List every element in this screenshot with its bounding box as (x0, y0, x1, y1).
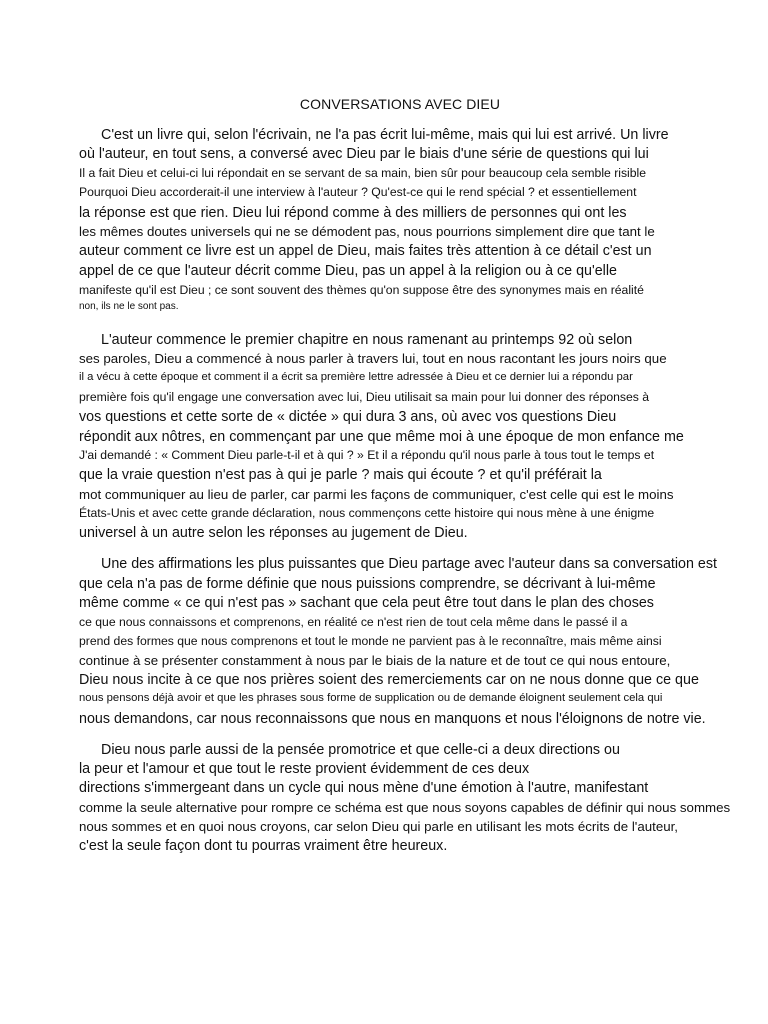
paragraph-2-line-5: vos questions et cette sorte de « dictée » qui dura 3 ans, où avec vos questions Dieu (79, 409, 617, 425)
paragraph-4-line-3: directions s'immergeant dans un cycle qui nous mène d'une émotion à l'autre, manifestant (79, 780, 649, 796)
paragraph-1-line-7: auteur comment ce livre est un appel de Dieu, mais faites très attention à ce détail c'est un (79, 243, 652, 259)
paragraph-2-line-1: L'auteur commence le premier chapitre en nous ramenant au printemps 92 où selon (101, 332, 633, 348)
paragraph-1-line-6: les mêmes doutes universels qui ne se démodent pas, nous pourrions simplement dire que tant le (79, 224, 655, 239)
paragraph-3-line-4: ce que nous connaissons et comprenons, en réalité ce n'est rien de tout cela même dans le passé il a (79, 615, 628, 629)
paragraph-1-line-8: appel de ce que l'auteur décrit comme Dieu, pas un appel à la religion ou à ce qu'elle (79, 263, 617, 279)
paragraph-3-line-6: continue à se présenter constamment à nous par le biais de la nature et de tout ce qui nous entoure, (79, 653, 671, 668)
paragraph-2-line-10: États-Unis et avec cette grande déclaration, nous commençons cette histoire qui nous mène à une énigme (79, 506, 655, 520)
paragraph-4-line-4: comme la seule alternative pour rompre ce schéma est que nous soyons capables de définir qui nous sommes (79, 800, 731, 815)
paragraph-3-line-9: nous demandons, car nous reconnaissons que nous en manquons et nous l'éloignons de notre vie. (79, 711, 706, 727)
paragraph-3-line-1: Une des affirmations les plus puissantes que Dieu partage avec l'auteur dans sa conversation est (101, 556, 718, 572)
paragraph-3-line-7: Dieu nous incite à ce que nos prières soient des remerciements car on ne nous donne que ce que (79, 672, 699, 688)
paragraph-4-line-6: c'est la seule façon dont tu pourras vraiment être heureux. (79, 838, 448, 854)
paragraph-1-line-4: Pourquoi Dieu accorderait-il une interview à l'auteur ? Qu'est-ce qui le rend spécial ? et essentiellement (79, 185, 637, 199)
paragraph-2-line-6: répondit aux nôtres, en commençant par une que même moi à une époque de mon enfance me (79, 429, 684, 445)
paragraph-1-line-2: où l'auteur, en tout sens, a conversé avec Dieu par le biais d'une série de questions qui lui (79, 146, 649, 162)
paragraph-4-line-5: nous sommes et en quoi nous croyons, car selon Dieu qui parle en utilisant les mots écrits de l'auteur, (79, 819, 678, 834)
paragraph-1-line-10: non, ils ne le sont pas. (79, 301, 179, 312)
paragraph-4-line-1: Dieu nous parle aussi de la pensée promotrice et que celle-ci a deux directions ou (101, 742, 620, 758)
paragraph-3-line-5: prend des formes que nous comprenons et tout le monde ne parvient pas à le reconnaître, mais même ainsi (79, 634, 662, 648)
paragraph-2-line-4: première fois qu'il engage une conversation avec lui, Dieu utilisait sa main pour lui donner des réponses à (79, 390, 650, 404)
paragraph-2-line-3: il a vécu à cette époque et comment il a écrit sa première lettre adressée à Dieu et ce dernier lui a répondu par (79, 371, 633, 383)
paragraph-2-line-2: ses paroles, Dieu a commencé à nous parler à travers lui, tout en nous racontant les jours noirs que (79, 351, 667, 366)
paragraph-3-line-3: même comme « ce qui n'est pas » sachant que cela peut être tout dans le plan des choses (79, 595, 654, 611)
page-title: CONVERSATIONS AVEC DIEU (299, 96, 501, 112)
paragraph-3-line-8: nous pensons déjà avoir et que les phrases sous forme de supplication ou de demande éloignent seulement cela qui (79, 692, 663, 704)
paragraph-2-line-8: que la vraie question n'est pas à qui je parle ? mais qui écoute ? et qu'il préférait la (79, 467, 602, 483)
paragraph-4-line-2: la peur et l'amour et que tout le reste provient évidemment de ces deux (79, 761, 530, 777)
paragraph-2-line-11: universel à un autre selon les réponses au jugement de Dieu. (79, 525, 468, 541)
paragraph-2-line-7: J'ai demandé : « Comment Dieu parle-t-il et à qui ? » Et il a répondu qu'il nous parle à tous tout le temps et (79, 448, 655, 462)
paragraph-1-line-5: la réponse est que rien. Dieu lui répond comme à des milliers de personnes qui ont les (79, 205, 627, 221)
paragraph-1-line-9: manifeste qu'il est Dieu ; ce sont souvent des thèmes qu'on suppose être des synonymes mais en réalité (79, 283, 644, 297)
paragraph-2-line-9: mot communiquer au lieu de parler, car parmi les façons de communiquer, c'est celle qui est le moins (79, 487, 674, 502)
paragraph-1-line-1: C'est un livre qui, selon l'écrivain, ne l'a pas écrit lui-même, mais qui lui est arrivé. Un livre (101, 127, 669, 143)
paragraph-1-line-3: Il a fait Dieu et celui-ci lui répondait en se servant de sa main, bien sûr pour beaucoup cela semble risible (79, 166, 647, 180)
paragraph-3-line-2: que cela n'a pas de forme définie que nous puissions comprendre, se décrivant à lui-même (79, 576, 656, 592)
